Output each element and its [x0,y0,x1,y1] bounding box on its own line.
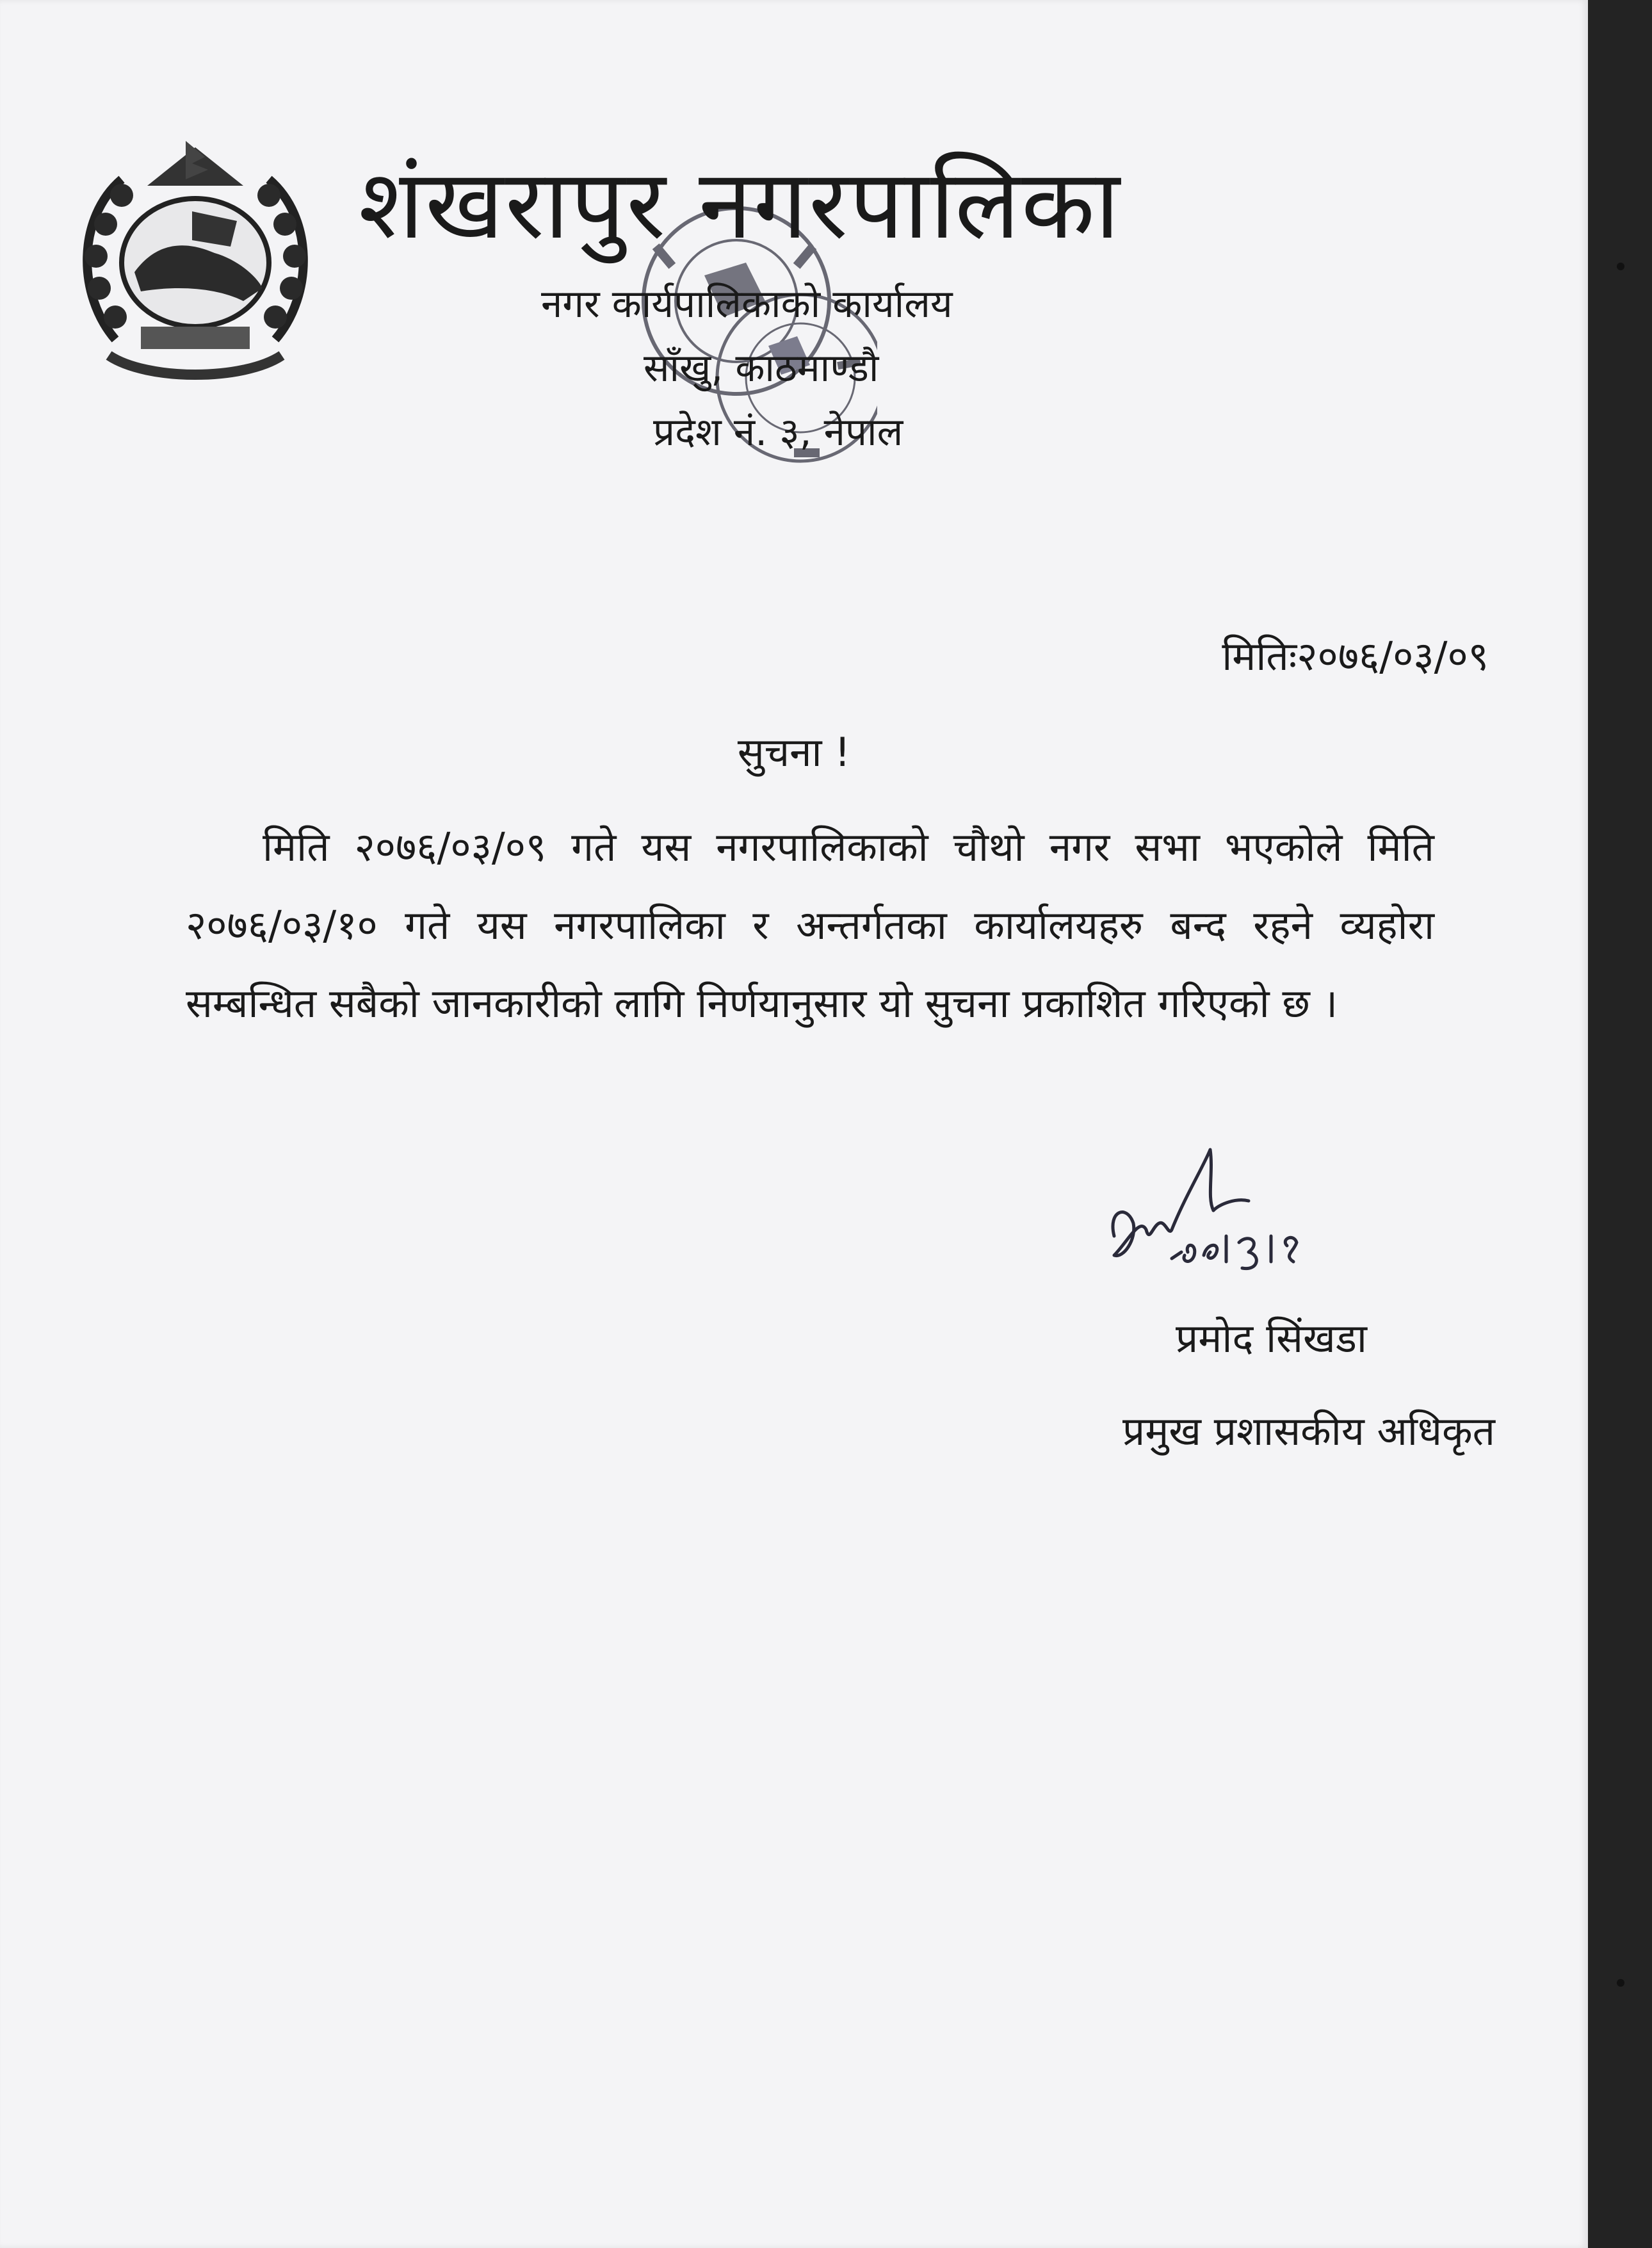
scan-edge [1588,0,1652,2248]
binder-hole [1617,1979,1624,1987]
binder-hole [1617,263,1624,270]
page-title: शंखरापुर नगरपालिका [359,149,1121,261]
office-province: प्रदेश नं. ३, नेपाल [653,410,903,455]
nepal-emblem-icon [70,134,320,384]
signatory-designation: प्रमुख प्रशासकीय अधिकृत [1122,1408,1495,1454]
notice-date: मितिः२०७६/०३/०९ [1222,633,1489,680]
notice-body: मिति २०७६/०३/०९ गते यस नगरपालिकाको चौथो नगर सभा भएकोले मिति २०७६/०३/१० गते यस नगरपालिका र अन्तर्गतका कार्यालयहरु बन्द रहने व्यहोरा सम्बन्धित सबैको जानकारीको लागि निर्णयानुसार यो सुचना प्रकाशित गरिएको छ । [186,824,1434,1027]
handwritten-signature [1101,1146,1370,1294]
signatory-name: प्रमोद सिंखडा [1176,1315,1367,1362]
office-name: नगर कार्यपालिकाको कार्यालय [541,282,953,327]
notice-heading: सुचना ! [737,729,851,776]
office-location: साँखु, काठमाण्डौ [644,346,879,391]
